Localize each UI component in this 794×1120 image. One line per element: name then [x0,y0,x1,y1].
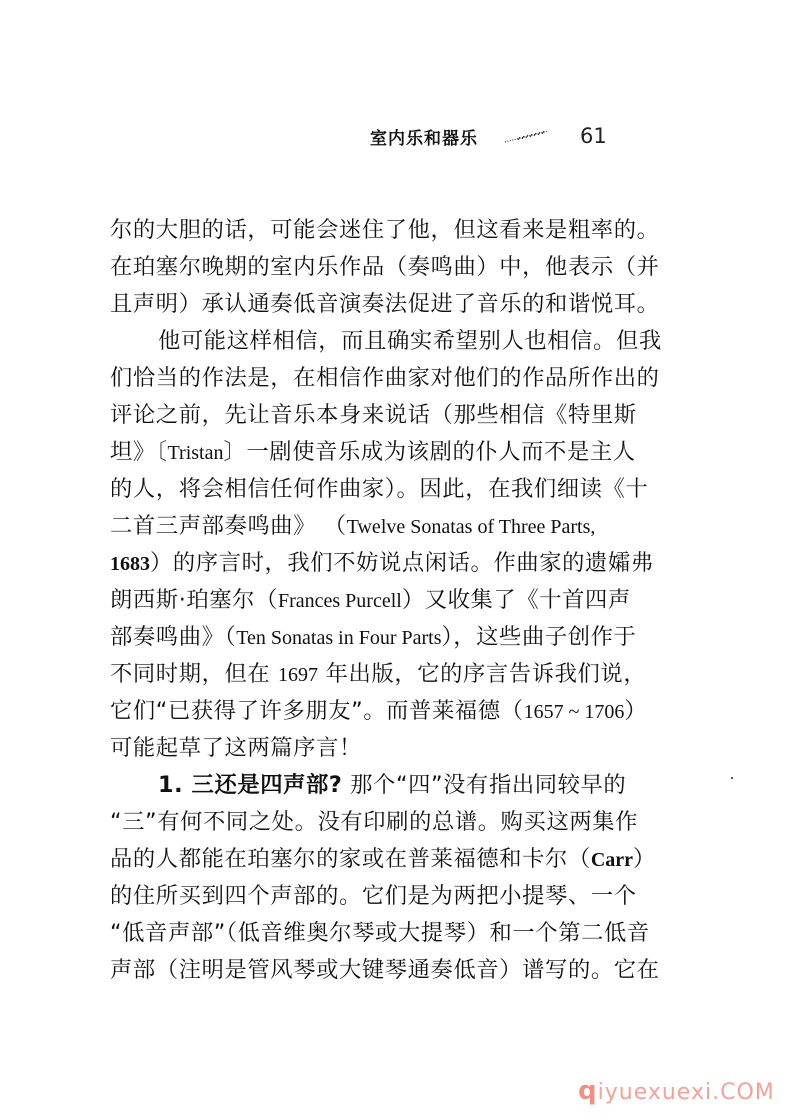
section-heading: 1. 三还是四声部? [158,772,343,798]
line-text: 且声明）承认通奏低音演奏法促进了音乐的和谐悦耳。 [110,291,660,317]
text-line [110,360,668,397]
line-text: 他可能这样相信，而且确实希望别人也相信。但我 [158,328,662,354]
line-text: 二首三声部奏鸣曲》 （ [110,513,347,539]
line-text: ） [633,846,656,872]
text-line [110,212,668,249]
latin-name: Carr [590,849,634,871]
body-text [110,212,668,989]
text-line [110,582,668,619]
watermark-logo-letter: q [578,1076,598,1106]
line-text: 〕一剧使音乐成为该剧的仆人而不是主人 [223,439,636,465]
line-text: 坦》〔 [110,439,168,465]
text-line [110,804,668,841]
line-text: 那个“四”没有指出同较早的 [342,772,627,798]
line-text: 它们“已获得了许多朋友”。而普莱福德（ [110,698,524,724]
text-line [110,656,668,693]
scan-speck [731,777,733,779]
section-heading-line [110,767,668,804]
line-text: 朗西斯·珀塞尔（ [110,587,278,613]
line-text: ）的序言时，我们不妨说点闲话。作曲家的遗孀弗 [150,550,654,576]
line-text: 部奏鸣曲》（ [110,624,237,650]
line-text: 可能起草了这两篇序言！ [110,735,362,761]
text-line [110,693,668,730]
latin-name: Frances Purcell [277,590,402,612]
line-text: “低音声部”（低音维奥尔琴或大提琴）和一个第二低音 [110,920,650,946]
running-header [370,118,607,154]
line-text: 尔的大胆的话，可能会迷住了他，但这看来是粗率的。 [110,217,660,243]
line-text: 在珀塞尔晚期的室内乐作品（奏鸣曲）中，他表示（并 [110,254,660,280]
text-line [110,915,668,952]
text-line [110,952,668,989]
text-line [110,841,668,878]
watermark [578,1076,775,1106]
line-text: 品的人都能在珀塞尔的家或在普莱福德和卡尔（ [110,846,591,872]
line-text: 不同时期，但在 [110,661,278,687]
year-range: 1657 ~ 1706 [523,701,625,723]
line-text: 们恰当的作法是，在相信作曲家对他们的作品所作出的 [110,365,660,391]
line-text: 的人，将会相信任何作曲家）。因此，在我们细读《十 [110,476,649,502]
text-line [110,286,668,323]
latin-title: Tristan [167,442,224,464]
line-text: ），这些曲子创作于 [441,624,637,650]
year: 1697 [277,664,318,686]
page-number: 61 [580,124,607,148]
line-text: 声部（注明是管风琴或大键琴通奏低音）谱写的。它在 [110,957,660,983]
text-line [110,397,668,434]
text-line [110,249,668,286]
latin-title: Twelve Sonatas of Three Parts, [346,516,596,538]
text-line [110,619,668,656]
feather-ornament-icon [504,129,550,143]
line-text: 评论之前，先让音乐本身来说话（那些相信《特里斯 [110,402,637,428]
latin-title: Ten Sonatas in Four Parts [236,627,442,649]
chapter-title: 室内乐和器乐 [370,128,478,149]
watermark-text: iyuexuexi.COM [597,1080,775,1105]
year: 1683 [110,553,150,575]
text-line [110,508,668,545]
text-line [110,471,668,508]
text-line [110,878,668,915]
text-line [110,545,668,582]
text-line [110,434,668,471]
line-text: ）又收集了《十首四声 [401,587,631,613]
line-text: “三”有何不同之处。没有印刷的总谱。购买这两集作 [110,809,639,835]
line-text: ） [624,698,648,724]
text-line [110,730,668,767]
paragraph-start-line [110,323,668,360]
line-text: 的住所买到四个声部的。它们是为两把小提琴、一个 [110,883,637,909]
line-text: 年出版，它的序言告诉我们说， [317,661,647,687]
